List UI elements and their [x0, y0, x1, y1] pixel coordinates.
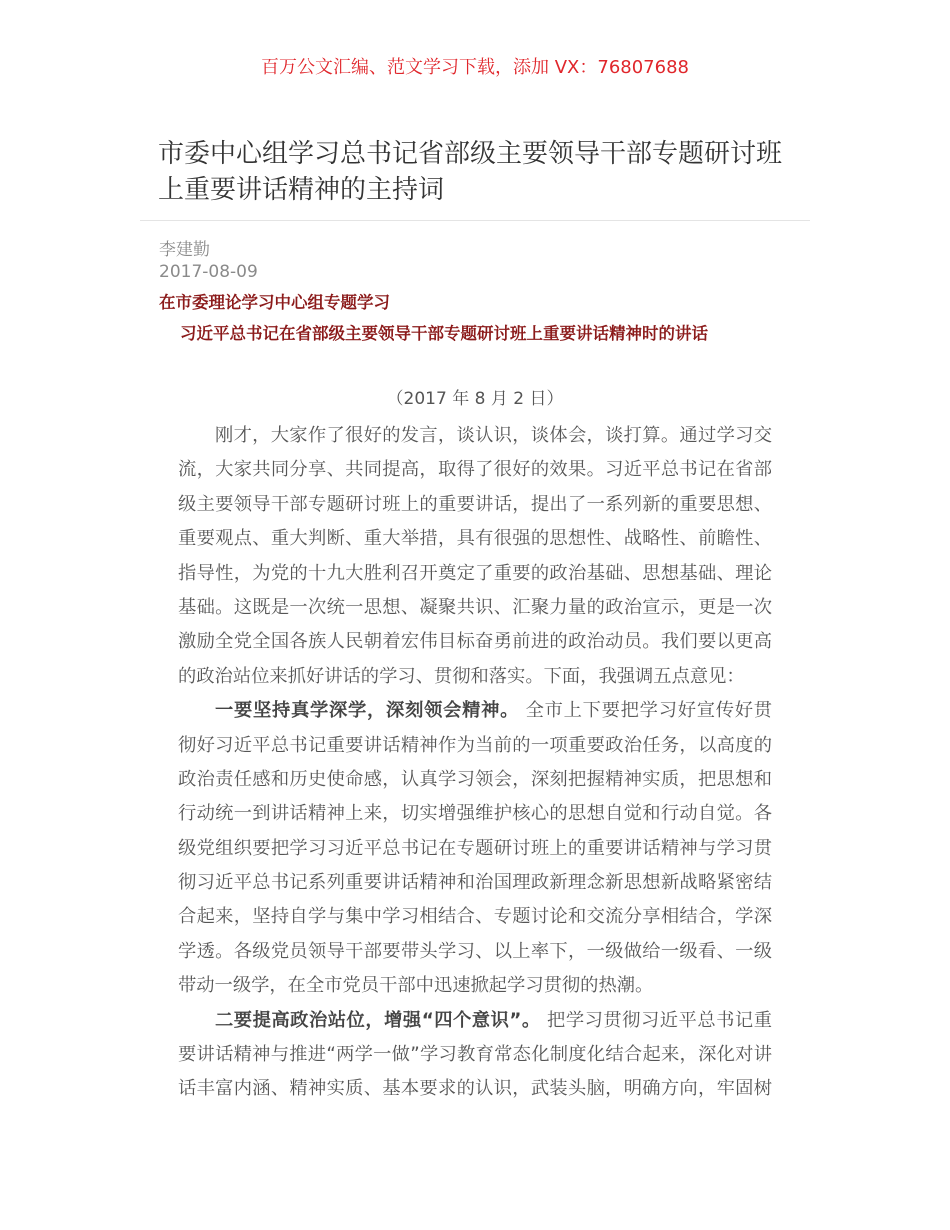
paragraph-line: 的政治站位来抓好讲话的学习、贯彻和落实。下面，我强调五点意见： — [178, 665, 745, 687]
paragraph-line: 要讲话精神与推进“两学一做”学习教育常态化制度化结合起来，深化对讲 — [178, 1044, 772, 1066]
paragraph-line: 激励全党全国各族人民朝着宏伟目标奋勇前进的政治动员。我们要以更高 — [178, 631, 772, 653]
paragraph-line: 级党组织要把学习习近平总书记在专题研讨班上的重要讲话精神与学习贯 — [178, 837, 772, 859]
paragraph — [178, 694, 772, 1004]
divider — [140, 220, 810, 221]
author: 李建勤 — [159, 240, 210, 260]
paragraph-line: 政治责任感和历史使命感，认真学习领会，深刻把握精神实质，把思想和 — [178, 768, 772, 790]
subtitle: 在市委理论学习中心组专题学习 — [159, 293, 390, 312]
paragraph-line: 重要观点、重大判断、重大举措，具有很强的思想性、战略性、前瞻性、 — [178, 528, 772, 550]
paragraph-heading: 一要坚持真学深学，深刻领会精神。 — [215, 700, 520, 722]
subtitle: 习近平总书记在省部级主要领导干部专题研讨班上重要讲话精神时的讲话 — [180, 324, 708, 343]
paragraph-line: 二要提高政治站位，增强“四个意识”。 把学习贯彻习近平总书记重 — [215, 1009, 773, 1031]
paragraph-line: 刚才，大家作了很好的发言，谈认识，谈体会，谈打算。通过学习交 — [215, 425, 772, 446]
paragraph-line: 级主要领导干部专题研讨班上的重要讲话，提出了一系列新的重要思想、 — [178, 493, 772, 515]
paragraph-line: 彻好习近平总书记重要讲话精神作为当前的一项重要政治任务，以高度的 — [178, 734, 772, 756]
paragraph — [178, 1004, 772, 1107]
speech-date: （2017 年 8 月 2 日） — [386, 389, 564, 409]
paragraph-line: 行动统一到讲话精神上来，切实增强维护核心的思想自觉和行动自觉。各 — [178, 803, 772, 825]
paragraph — [178, 419, 772, 694]
paragraph-line: 一要坚持真学深学，深刻领会精神。 全市上下要把学习好宣传好贯 — [215, 700, 773, 722]
publish-date: 2017-08-09 — [159, 262, 258, 282]
paragraph-line: 流，大家共同分享、共同提高，取得了很好的效果。习近平总书记在省部 — [178, 459, 772, 481]
paragraph-heading: 二要提高政治站位，增强“四个意识”。 — [215, 1009, 541, 1031]
paragraph-line: 带动一级学，在全市党员干部中迅速掀起学习贯彻的热潮。 — [178, 975, 654, 997]
promo-banner: 百万公文汇编、范文学习下载，添加 VX：76807688 — [261, 57, 689, 78]
paragraph-line: 话丰富内涵、精神实质、基本要求的认识，武装头脑，明确方向，牢固树 — [178, 1078, 772, 1100]
paragraph-line: 学透。各级党员领导干部要带头学习、以上率下，一级做给一级看、一级 — [178, 940, 772, 962]
article-title — [158, 136, 798, 208]
title-line: 上重要讲话精神的主持词 — [158, 175, 445, 205]
paragraph-line: 彻习近平总书记系列重要讲话精神和治国理政新理念新思想新战略紧密结 — [178, 872, 772, 894]
paragraph-line: 合起来，坚持自学与集中学习相结合、专题讨论和交流分享相结合，学深 — [178, 906, 772, 928]
paragraph-line: 指导性，为党的十九大胜利召开奠定了重要的政治基础、思想基础、理论 — [178, 562, 772, 584]
article-body — [178, 419, 772, 1107]
paragraph-line: 基础。这既是一次统一思想、凝聚共识、汇聚力量的政治宣示，更是一次 — [178, 596, 772, 618]
title-line: 市委中心组学习总书记省部级主要领导干部专题研讨班 — [158, 139, 783, 169]
